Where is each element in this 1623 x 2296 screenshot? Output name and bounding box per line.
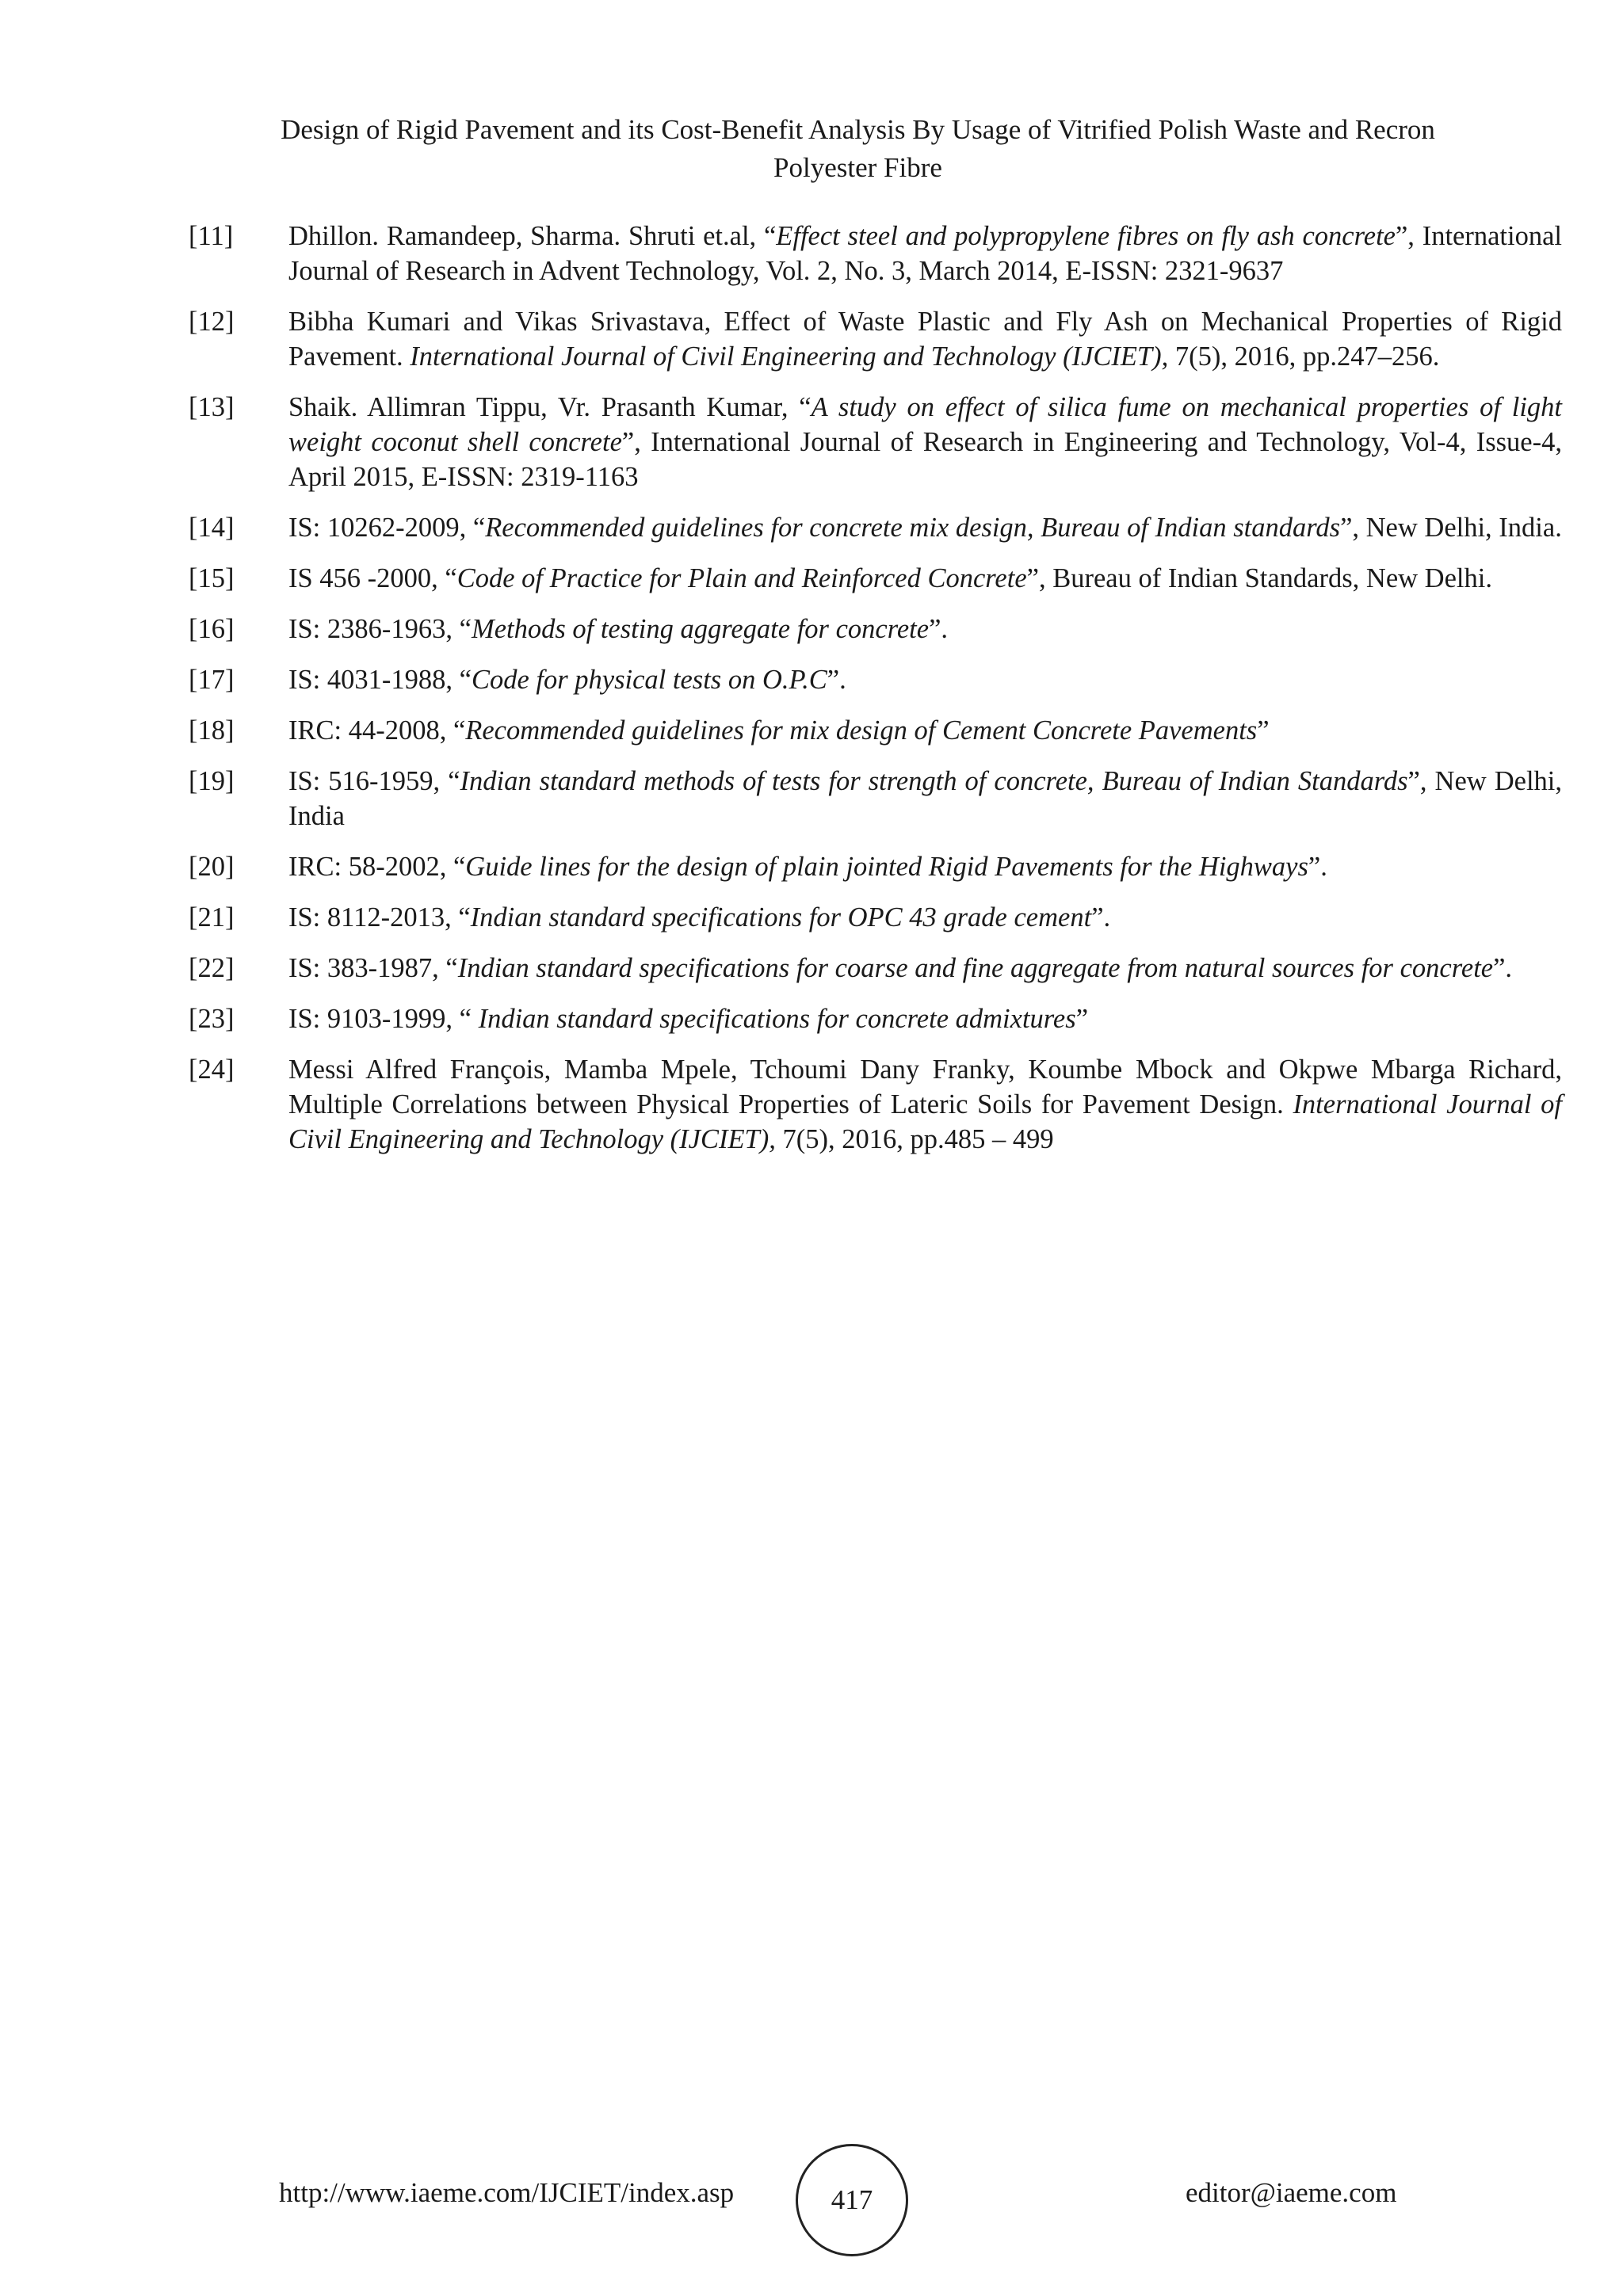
reference-number: [13]	[189, 392, 235, 422]
reference-authors: Shaik. Allimran Tippu, Vr. Prasanth Kumar, “	[288, 392, 812, 422]
reference-text	[288, 900, 1562, 935]
reference-item	[189, 1001, 1562, 1036]
running-header-line-1: Design of Rigid Pavement and its Cost-Benefit Analysis By Usage of Vitrified Polish Waste and Recron	[281, 114, 1435, 145]
reference-item	[189, 304, 1562, 374]
reference-authors: IS: 9103-1999, “	[288, 1004, 479, 1034]
reference-number: [19]	[189, 766, 235, 796]
reference-item	[189, 612, 1562, 646]
reference-text	[288, 1052, 1562, 1157]
reference-number: [17]	[189, 665, 235, 695]
reference-title: Indian standard specifications for OPC 43 grade cement	[470, 902, 1092, 933]
reference-item	[189, 219, 1562, 288]
reference-number: [16]	[189, 614, 235, 644]
reference-source: ”.	[1308, 852, 1327, 882]
reference-authors: IS: 4031-1988, “	[288, 665, 472, 695]
reference-item	[189, 1052, 1562, 1157]
page-footer	[0, 2144, 1623, 2263]
reference-item	[189, 561, 1562, 596]
reference-authors: IS: 516-1959, “	[288, 766, 460, 796]
reference-source: 7(5), 2016, pp.485 – 499	[775, 1124, 1054, 1154]
reference-text	[288, 561, 1562, 596]
reference-item	[189, 900, 1562, 935]
reference-text	[288, 390, 1562, 494]
reference-source: ”	[1075, 1004, 1089, 1034]
reference-item	[189, 713, 1562, 748]
reference-text	[288, 713, 1562, 748]
reference-text	[288, 219, 1562, 288]
reference-number: [23]	[189, 1004, 235, 1034]
page-number: 417	[831, 2184, 873, 2215]
reference-authors: IRC: 58-2002, “	[288, 852, 466, 882]
reference-source: ”, New Delhi, India	[288, 766, 1562, 831]
reference-number: [14]	[189, 513, 235, 543]
reference-text	[288, 612, 1562, 646]
reference-item	[189, 390, 1562, 494]
reference-number: [20]	[189, 852, 235, 882]
reference-title: Indian standard specifications for coarse and fine aggregate from natural sources for concrete	[457, 953, 1494, 983]
reference-number: [21]	[189, 902, 235, 933]
reference-list	[189, 219, 1562, 1173]
reference-title: Methods of testing aggregate for concrete	[471, 614, 930, 644]
reference-item	[189, 849, 1562, 884]
reference-authors: Messi Alfred François, Mamba Mpele, Tchoumi Dany Franky, Koumbe Mbock and Okpwe Mbarga Richard, Multiple Correlations between Physical Properties of Lateric Soils for Pavement Design.	[288, 1055, 1562, 1119]
reference-source: ”, Bureau of Indian Standards, New Delhi.	[1026, 563, 1492, 593]
reference-title: Effect steel and polypropylene fibres on fly ash concrete	[776, 221, 1396, 251]
reference-title: Recommended guidelines for mix design of Cement Concrete Pavements	[465, 715, 1258, 746]
reference-authors: IRC: 44-2008, “	[288, 715, 466, 746]
reference-title: International Journal of Civil Engineering and Technology (IJCIET),	[288, 1089, 1562, 1154]
reference-number: [11]	[189, 221, 234, 251]
footer-email-link[interactable]: editor@iaeme.com	[1186, 2177, 1397, 2208]
reference-number: [18]	[189, 715, 235, 746]
reference-text	[288, 304, 1562, 374]
reference-authors: IS: 8112-2013, “	[288, 902, 471, 933]
reference-source: ”.	[827, 665, 846, 695]
reference-title: Code of Practice for Plain and Reinforced Concrete	[456, 563, 1027, 593]
reference-source: 7(5), 2016, pp.247–256.	[1168, 341, 1440, 372]
running-header	[182, 111, 1533, 187]
reference-text	[288, 849, 1562, 884]
reference-source: ”, International Journal of Research in Engineering and Technology, Vol-4, Issue-4, April 2015, E-ISSN: 2319-1163	[288, 427, 1562, 492]
reference-source: ”, International Journal of Research in Advent Technology, Vol. 2, No. 3, March 2014, E-ISSN: 2321-9637	[288, 221, 1562, 286]
reference-title: International Journal of Civil Engineering and Technology (IJCIET),	[410, 341, 1169, 372]
reference-number: [22]	[189, 953, 235, 983]
footer-url-link[interactable]: http://www.iaeme.com/IJCIET/index.asp	[279, 2177, 735, 2208]
running-header-line-2: Polyester Fibre	[773, 152, 942, 183]
reference-title: A study on effect of silica fume on mechanical properties of light weight coconut shell concrete	[288, 392, 1562, 457]
reference-source: ”.	[929, 614, 949, 644]
reference-authors: IS 456 -2000, “	[288, 563, 457, 593]
reference-title: Indian standard specifications for concrete admixtures	[478, 1004, 1076, 1034]
reference-number: [12]	[189, 307, 235, 337]
reference-title: Recommended guidelines for concrete mix design, Bureau of Indian standards	[485, 513, 1341, 543]
reference-title: Code for physical tests on O.P.C	[471, 665, 827, 695]
reference-title: Guide lines for the design of plain jointed Rigid Pavements for the Highways	[465, 852, 1308, 882]
reference-text	[288, 764, 1562, 833]
reference-item	[189, 951, 1562, 986]
reference-text	[288, 662, 1562, 697]
reference-source: ”, New Delhi, India.	[1340, 513, 1562, 543]
reference-authors: IS: 10262-2009, “	[288, 513, 486, 543]
reference-source: ”	[1257, 715, 1270, 746]
reference-item	[189, 510, 1562, 545]
reference-authors: Bibha Kumari and Vikas Srivastava, Effect of Waste Plastic and Fly Ash on Mechanical Properties of Rigid Pavement.	[288, 307, 1562, 372]
reference-item	[189, 764, 1562, 833]
reference-text	[288, 510, 1562, 545]
reference-number: [24]	[189, 1055, 235, 1085]
page-number-circle	[796, 2144, 908, 2256]
reference-text	[288, 951, 1562, 986]
reference-source: ”.	[1493, 953, 1513, 983]
reference-number: [15]	[189, 563, 235, 593]
reference-title: Indian standard methods of tests for strength of concrete, Bureau of Indian Standards	[460, 766, 1408, 796]
reference-source: ”.	[1091, 902, 1111, 933]
reference-text	[288, 1001, 1562, 1036]
reference-item	[189, 662, 1562, 697]
reference-authors: Dhillon. Ramandeep, Sharma. Shruti et.al, “	[288, 221, 777, 251]
reference-authors: IS: 383-1987, “	[288, 953, 458, 983]
reference-authors: IS: 2386-1963, “	[288, 614, 472, 644]
